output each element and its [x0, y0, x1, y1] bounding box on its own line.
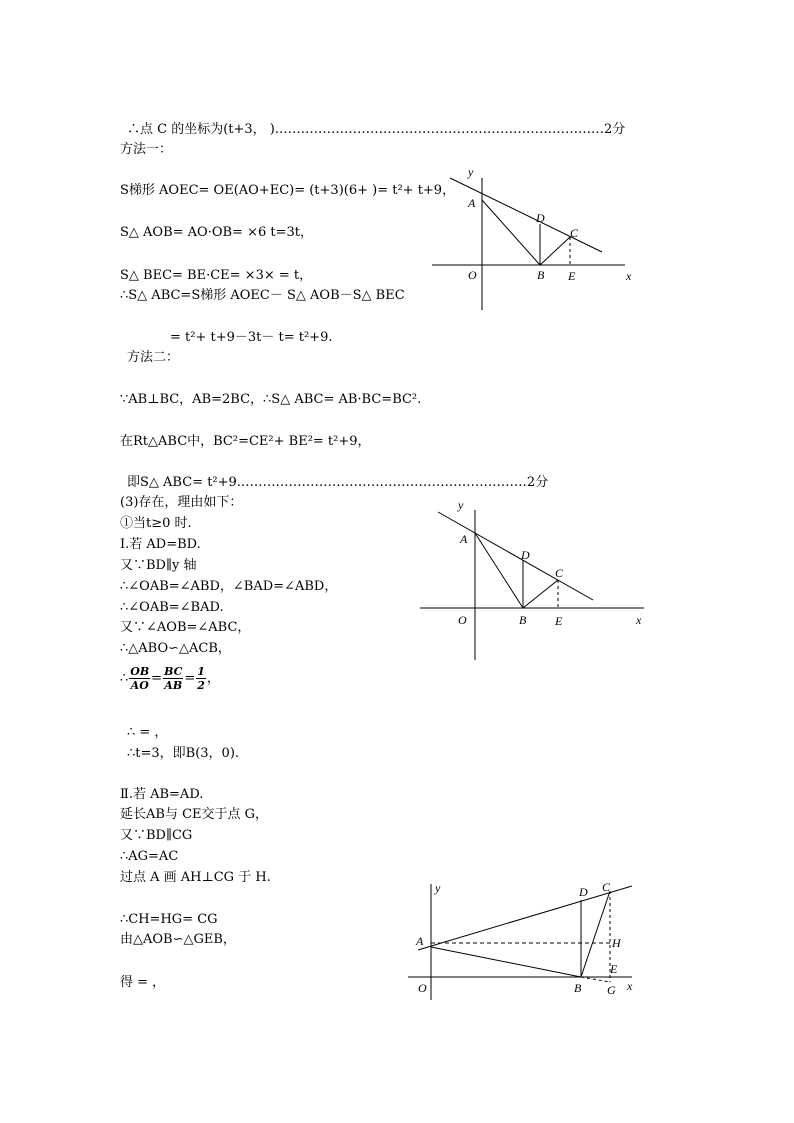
label-o: O	[468, 268, 477, 282]
segment-ab	[431, 947, 581, 977]
method1-title: 方法一：	[120, 142, 173, 157]
step-line: 又∵BD∥CG	[120, 828, 193, 843]
label-d: D	[579, 885, 588, 899]
final-line: 即S△ ABC= t²+9.…………………………………………………………2分	[127, 475, 549, 490]
step-line: ∴t=3，即B(3，0).	[127, 746, 240, 761]
aob-area-line: S△ AOB= AO·OB= ×6 t=3t，	[120, 225, 313, 240]
segment-ab	[475, 533, 523, 608]
subcase1-heading: Ⅰ.若 AD=BD.	[120, 537, 201, 552]
label-x: x	[626, 269, 632, 283]
label-g: G	[607, 983, 616, 997]
perp-line: ∵AB⊥BC，AB=2BC，∴S△ ABC= AB·BC=BC².	[120, 392, 422, 407]
step-line: ∴ = ，	[127, 725, 168, 740]
trapezoid-area-line: S梯形 AOEC= OE(AO+EC)= (t+3)(6+ )= t²+ t+9，	[120, 183, 456, 198]
rt-line: 在Rt△ABC中，BC²=CE²+ BE²= t²+9，	[120, 434, 371, 449]
label-b: B	[519, 613, 527, 627]
label-x: x	[627, 979, 633, 993]
label-c: C	[602, 880, 611, 894]
result-line: = t²+ t+9－3t－ t= t²+9.	[170, 330, 333, 345]
line-ac	[438, 512, 593, 600]
fraction-bc-ab: $\frac{BC}{AB}$	[164, 665, 183, 692]
segment-bc	[581, 891, 610, 977]
step-line: ∴AG=AC	[120, 849, 179, 864]
label-d: D	[521, 548, 530, 562]
figure-2	[418, 495, 650, 665]
subcase2-heading: Ⅱ.若 AB=AD.	[120, 787, 204, 802]
label-b: B	[574, 981, 582, 995]
label-e: E	[568, 269, 576, 283]
step-line: ∴△ABO∽△ACB，	[120, 641, 231, 656]
fraction-one-half: $\frac{1}{2}$	[197, 665, 205, 692]
label-e: E	[610, 962, 618, 976]
label-y: y	[468, 165, 474, 179]
label-h: H	[612, 936, 621, 950]
segment-bc	[523, 580, 558, 608]
step-line: 得 = ，	[120, 975, 166, 990]
ratio-line	[120, 664, 220, 694]
line-ac	[450, 178, 602, 252]
label-a: A	[468, 196, 476, 210]
coord-line: ∴点 C 的坐标为(t+3， ).…………………………………………………………………2分	[127, 122, 626, 137]
label-d: D	[536, 211, 545, 225]
segment-ab	[482, 200, 540, 265]
label-c: C	[555, 566, 564, 580]
label-a: A	[460, 532, 468, 546]
step-line: ∴∠OAB=∠ABD，∠BAD=∠ABD，	[120, 579, 338, 594]
step-line: 由△AOB∽△GEB，	[120, 932, 236, 947]
step-line: ∴CH=HG= CG	[120, 912, 218, 927]
step-line: 又∵∠AOB=∠ABC，	[120, 620, 251, 635]
label-b: B	[537, 268, 545, 282]
method2-title: 方法二：	[127, 350, 180, 365]
comma: ，	[206, 671, 220, 686]
fraction-ob-ao: $\frac{OB}{AO}$	[130, 665, 150, 692]
equals-sign: =	[184, 671, 196, 686]
label-a: A	[416, 934, 424, 948]
case1-heading: ①当t≥0 时.	[120, 516, 192, 531]
figure-3	[400, 876, 650, 1004]
step-line: ∴∠OAB=∠BAD.	[120, 600, 224, 615]
label-x: x	[636, 613, 642, 627]
equals-sign: =	[151, 671, 163, 686]
bec-area-line: S△ BEC= BE·CE= ×3× = t，	[120, 268, 313, 283]
segment-bg	[581, 977, 610, 982]
abc-area-line: ∴S△ ABC=S梯形 AOEC－ S△ AOB－S△ BEC	[120, 288, 405, 303]
step-line: 延长AB与 CE交于点 G，	[120, 807, 269, 822]
part3-title: (3)存在，理由如下：	[120, 495, 243, 510]
figure-1	[420, 160, 650, 315]
segment-bc	[540, 237, 570, 265]
step-line: 又∵BD∥y 轴	[120, 558, 197, 573]
therefore-symbol: ∴	[120, 671, 129, 686]
label-o: O	[458, 613, 467, 627]
step-line: 过点 A 画 AH⊥CG 于 H.	[120, 870, 271, 885]
label-y: y	[458, 498, 464, 512]
label-o: O	[418, 981, 427, 995]
line-ac	[418, 886, 632, 950]
label-y: y	[435, 881, 441, 895]
label-e: E	[555, 614, 563, 628]
label-c: C	[570, 226, 579, 240]
